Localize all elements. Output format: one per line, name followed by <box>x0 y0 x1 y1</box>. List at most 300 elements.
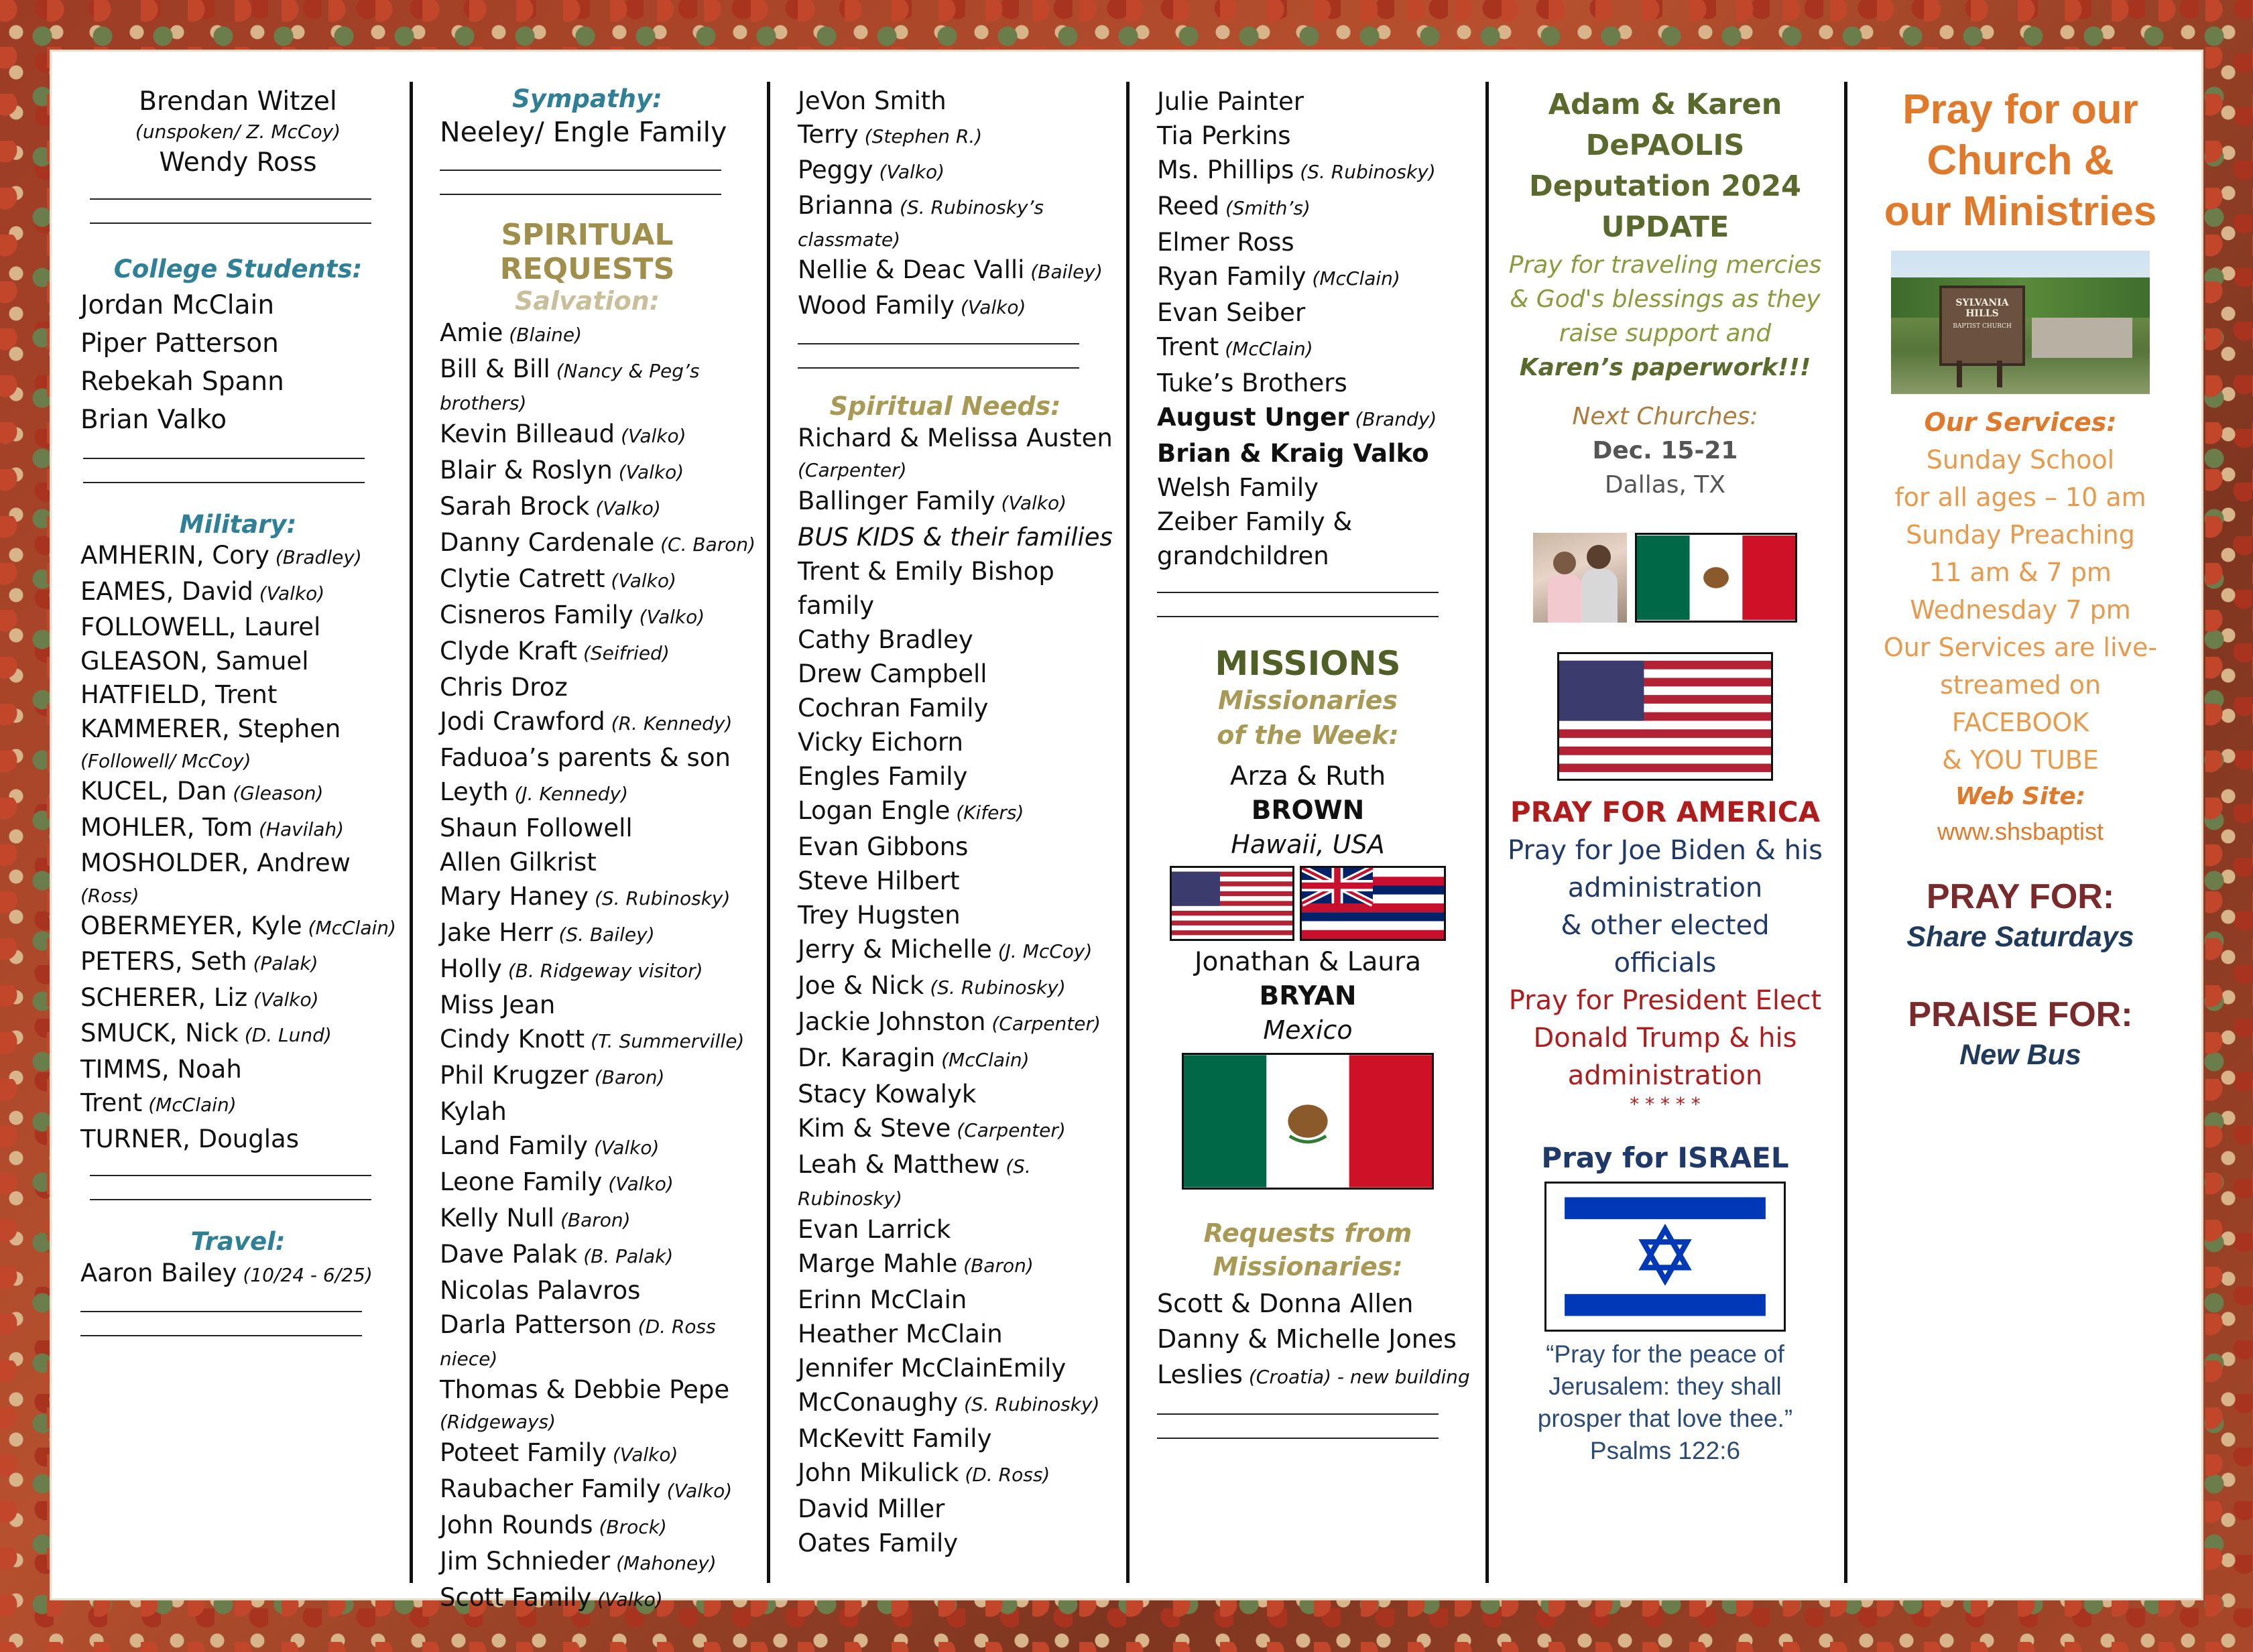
item-name: Evan Seiber <box>1157 298 1306 327</box>
list-item <box>440 1237 762 1273</box>
item-note: (Smith’s) <box>1219 197 1311 219</box>
list-item <box>1157 366 1479 400</box>
item-note: Rubinosky) <box>798 1188 902 1210</box>
item-note: (Valko) <box>591 1588 663 1610</box>
item-name: Scott Family <box>440 1583 592 1612</box>
column-2 <box>440 84 762 1612</box>
spiritual-requests-heading: SPIRITUAL REQUESTS <box>499 218 675 286</box>
list-item <box>80 881 395 909</box>
item-note: (Croatia) - new building <box>1242 1366 1470 1388</box>
list-item <box>80 909 395 946</box>
list-item <box>798 1041 1119 1077</box>
item-name: Julie Painter <box>1157 87 1304 116</box>
list-item <box>440 775 762 811</box>
list-item <box>440 704 762 741</box>
list-item <box>80 846 395 881</box>
church-sign-photo <box>1891 251 2150 394</box>
update-text: raise support and <box>1559 320 1772 347</box>
update-text: Pray for traveling mercies <box>1508 251 1822 279</box>
item-name: Drew Campbell <box>798 659 987 688</box>
item-note: (D. Ross <box>631 1316 716 1338</box>
item-name: Jim Schnieder <box>440 1547 611 1576</box>
list-item <box>80 611 395 645</box>
item-name: Jennifer McClainEmily <box>798 1354 1067 1383</box>
name-line: Wendy Ross <box>159 147 317 178</box>
item-note: (McClain) <box>142 1094 237 1116</box>
item-note: (S. <box>999 1155 1031 1178</box>
list-item <box>440 845 762 879</box>
list-item <box>798 1111 1119 1147</box>
item-name: Thomas & Debbie Pepe <box>440 1375 730 1404</box>
item-name: Leone Family <box>440 1167 603 1196</box>
item-name: Trey Hugsten <box>798 901 961 930</box>
list-item <box>80 575 395 611</box>
list-item <box>440 811 762 845</box>
list-item <box>1157 400 1479 436</box>
list-item <box>80 775 395 811</box>
list-item <box>798 225 1119 253</box>
list-item <box>440 525 762 562</box>
item-name: Allen Gilkrist <box>440 848 597 877</box>
missions-heading: MISSIONS <box>1215 644 1401 683</box>
item-name: OBERMEYER, Kyle <box>80 911 302 940</box>
item-name: John Mikulick <box>798 1458 959 1487</box>
item-name: TIMMS, Noah <box>80 1054 242 1084</box>
ministries-title: Church & <box>1927 137 2114 184</box>
item-note: (T. Summerville) <box>585 1030 745 1052</box>
missionary-surname: BROWN <box>1251 796 1365 826</box>
item-name: Rebekah Spann <box>80 367 284 397</box>
sign-text: BAPTIST CHURCH <box>1953 323 2012 330</box>
list-item <box>1157 436 1479 470</box>
missionaries-heading: Missionaries <box>1217 686 1398 715</box>
item-name: KAMMERER, Stephen <box>80 714 341 743</box>
list-item <box>1157 153 1479 189</box>
item-note: (Havilah) <box>253 818 345 840</box>
missions-section <box>1157 644 1459 1283</box>
item-name: Joe & Nick <box>798 971 924 1000</box>
list-item <box>440 1472 762 1508</box>
item-note: (B. Palak) <box>577 1245 674 1267</box>
item-note: (Valko) <box>253 582 325 605</box>
update-title: Adam & Karen <box>1548 88 1782 121</box>
item-name: Cisneros Family <box>440 600 633 629</box>
item-name: Tuke’s Brothers <box>1157 369 1347 397</box>
item-name: Brian Valko <box>80 405 227 435</box>
america-text: officials <box>1613 948 1717 978</box>
list-item <box>798 1212 1119 1247</box>
item-note: (D. Lund) <box>238 1024 332 1046</box>
item-note: (Ross) <box>80 884 139 907</box>
list-item <box>440 1344 762 1373</box>
column-5 <box>1498 84 1833 1586</box>
item-note: (Valko) <box>607 1444 678 1466</box>
item-note: (McClain) <box>1219 338 1313 360</box>
item-name: Leah & Matthew <box>798 1150 1000 1179</box>
item-name: Land Family <box>440 1131 589 1160</box>
missionary-place: Hawaii, USA <box>1231 830 1385 859</box>
list-item <box>798 153 1119 189</box>
list-item <box>80 945 395 981</box>
list-item <box>798 1247 1119 1283</box>
list-item <box>80 1123 395 1157</box>
column-divider <box>410 82 413 1583</box>
item-note: (McClain) <box>1306 267 1400 290</box>
item-name: Heather McClain <box>798 1320 1003 1348</box>
usa-flag-icon <box>1170 866 1294 941</box>
list-item <box>80 324 395 363</box>
services-heading: Our Services: <box>1924 407 2117 437</box>
item-name: Jodi Crawford <box>440 707 605 736</box>
list-item <box>440 670 762 704</box>
item-note: (Valko) <box>612 461 684 483</box>
list-item <box>440 915 762 952</box>
mexico-flag-icon <box>1635 533 1797 623</box>
item-note: (J. McCoy) <box>991 940 1093 962</box>
item-name: family <box>798 591 875 620</box>
item-name: SCHERER, Liz <box>80 982 248 1012</box>
pray-for-item: Share Saturdays <box>1906 921 2134 953</box>
list-item <box>798 1317 1119 1351</box>
item-name: Peggy <box>798 155 873 184</box>
spiritual-needs-list <box>798 421 1119 1560</box>
pray-for-america-heading: PRAY FOR AMERICA <box>1510 796 1821 828</box>
services-list <box>1860 441 2181 779</box>
item-note: (Valko) <box>873 161 945 183</box>
list-item <box>798 588 1119 623</box>
item-note: (Bailey) <box>1024 261 1103 283</box>
blank-line <box>798 367 1079 369</box>
blank-line <box>90 1199 371 1200</box>
item-note: (S. Rubinosky) <box>958 1393 1100 1415</box>
blank-line <box>83 482 365 483</box>
blank-line <box>440 194 721 195</box>
blank-line <box>1157 1438 1439 1439</box>
item-note: (Brandy) <box>1349 408 1437 430</box>
salvation-heading: Salvation: <box>515 286 660 316</box>
list-item <box>798 189 1119 225</box>
item-name: Miss Jean <box>440 991 556 1019</box>
list-item <box>798 725 1119 759</box>
item-name: August Unger <box>1157 403 1349 432</box>
column-divider <box>767 82 770 1583</box>
list-item <box>798 1421 1119 1456</box>
scripture-quote: prosper that love thee.” <box>1537 1405 1793 1432</box>
service-line: 11 am & 7 pm <box>1929 558 2112 587</box>
item-note: (Valko) <box>602 1173 674 1195</box>
list-item <box>440 113 762 151</box>
list-item <box>798 84 1119 118</box>
item-name: Cochran Family <box>798 694 989 722</box>
item-name: Ballinger Family <box>798 487 995 515</box>
missionary-requests-list <box>1157 1286 1479 1395</box>
list-item <box>440 1201 762 1237</box>
list-item <box>798 1456 1119 1492</box>
name-note: (unspoken/ Z. McCoy) <box>135 121 341 143</box>
list-item <box>798 1147 1119 1184</box>
list-item <box>440 1022 762 1058</box>
item-name: Jake Herr <box>440 918 553 947</box>
item-name: Trent <box>1157 332 1219 361</box>
update-title: DePAOLIS <box>1585 129 1745 162</box>
item-note: (Valko) <box>588 1137 660 1159</box>
item-name: Zeiber Family & <box>1157 507 1353 536</box>
item-name: Brian & Kraig Valko <box>1157 439 1429 468</box>
america-text: Donald Trump & his <box>1533 1023 1797 1054</box>
item-name: Ms. Phillips <box>1157 155 1294 184</box>
item-name: Blair & Roslyn <box>440 456 613 485</box>
list-item <box>798 421 1119 455</box>
item-name: MOHLER, Tom <box>80 812 253 842</box>
pray-for-israel-heading: Pray for ISRAEL <box>1541 1141 1789 1174</box>
item-note: (J. Kennedy) <box>508 783 629 805</box>
list-item <box>440 1165 762 1201</box>
item-name: KUCEL, Dan <box>80 777 227 806</box>
list-item <box>1157 1322 1479 1357</box>
service-line: Our Services are live- <box>1883 633 2158 662</box>
list-item <box>440 453 762 489</box>
list-item <box>80 1256 395 1292</box>
item-name: Danny Cardenale <box>440 528 655 557</box>
item-name: John Rounds <box>440 1511 593 1539</box>
mexico-flag-icon <box>1182 1053 1434 1190</box>
item-name: Cathy Bradley <box>798 625 973 654</box>
travel-list <box>80 1256 395 1292</box>
list-item <box>440 1129 762 1165</box>
requests-list <box>1157 84 1479 573</box>
item-note: (Stephen R.) <box>858 125 983 147</box>
website-link[interactable]: www.shsbaptist <box>1937 818 2104 845</box>
item-note: (Bradley) <box>269 546 362 568</box>
item-name: Faduoa’s parents & son <box>440 743 731 772</box>
list-item <box>440 1508 762 1544</box>
item-note: classmate) <box>798 229 901 251</box>
america-text: administration <box>1567 1060 1763 1091</box>
college-heading: College Students: <box>113 255 363 283</box>
list-item <box>440 489 762 525</box>
item-note: (D. Ross) <box>959 1464 1050 1486</box>
item-note: brothers) <box>440 392 527 414</box>
item-note: (Brock) <box>593 1516 667 1538</box>
item-name: Mary Haney <box>440 882 589 911</box>
item-name: Oates Family <box>798 1529 959 1558</box>
item-note: (Valko) <box>633 606 705 628</box>
service-line: & YOU TUBE <box>1942 745 2099 775</box>
item-name: Jerry & Michelle <box>798 935 992 964</box>
list-item <box>440 1580 762 1616</box>
item-note: (Carpenter) <box>798 459 907 481</box>
list-item <box>440 988 762 1022</box>
family-photo <box>1533 533 1627 623</box>
sympathy-list <box>440 113 762 151</box>
item-note: (Carpenter) <box>985 1013 1101 1035</box>
list-item <box>1157 119 1479 153</box>
update-text: Karen’s paperwork!!! <box>1519 354 1811 381</box>
list-item <box>80 981 395 1017</box>
college-list <box>80 286 395 439</box>
list-item <box>80 811 395 847</box>
depaolis-update <box>1498 84 1833 1467</box>
item-name: Sarah Brock <box>440 492 590 521</box>
column-divider <box>1126 82 1130 1583</box>
item-note: (Valko) <box>247 988 319 1011</box>
item-name: Raubacher Family <box>440 1474 661 1503</box>
missionary-surname: BRYAN <box>1259 981 1357 1011</box>
item-name: Vicky Eichorn <box>798 728 963 757</box>
list-item <box>798 455 1119 484</box>
america-text: Pray for President Elect <box>1508 985 1822 1016</box>
blank-line <box>80 1335 362 1336</box>
list-item <box>440 1436 762 1472</box>
item-name: Jordan McClain <box>80 290 275 320</box>
list-item <box>80 645 395 679</box>
praise-for-item: New Bus <box>1959 1039 2081 1071</box>
item-name: Kylah <box>440 1097 507 1126</box>
service-line: Wednesday 7 pm <box>1910 595 2131 625</box>
list-item <box>798 484 1119 520</box>
item-name: Kelly Null <box>440 1204 555 1232</box>
item-name: Phil Krugzer <box>440 1061 589 1090</box>
item-name: McConaughy <box>798 1388 959 1417</box>
item-name: HATFIELD, Trent <box>80 680 278 709</box>
sympathy-heading: Sympathy: <box>512 84 662 113</box>
update-title: Deputation 2024 <box>1529 170 1801 203</box>
item-note: (Ridgeways) <box>440 1411 556 1433</box>
family-photo-row <box>1498 533 1833 623</box>
list-item <box>440 741 762 775</box>
item-name: FOLLOWELL, Laurel <box>80 613 321 641</box>
column-3 <box>798 84 1119 1586</box>
list-item <box>798 759 1119 793</box>
item-name: Jackie Johnston <box>798 1007 986 1036</box>
list-item <box>80 401 395 439</box>
item-name: Marge Mahle <box>798 1249 958 1278</box>
item-name: Elmer Ross <box>1157 228 1294 257</box>
blank-line <box>90 198 371 200</box>
item-note: (Mahoney) <box>610 1552 717 1574</box>
item-note: (S. Rubinosky) <box>924 976 1066 999</box>
item-name: Cindy Knott <box>440 1025 585 1054</box>
item-note: (Valko) <box>955 296 1026 318</box>
item-name: Nellie & Deac Valli <box>798 255 1025 284</box>
item-note: (C. Baron) <box>654 533 756 556</box>
divider-stars: * * * * * <box>1630 1093 1701 1115</box>
list-item <box>80 712 395 747</box>
list-item <box>798 554 1119 588</box>
blank-line <box>83 458 365 459</box>
item-name: Aaron Bailey <box>80 1259 237 1287</box>
item-note: (Nancy & Peg’s <box>550 360 700 382</box>
list-item <box>798 830 1119 864</box>
item-name: Trent <box>80 1088 143 1117</box>
list-item <box>440 388 762 417</box>
spiritual-needs-heading: Spiritual Needs: <box>829 391 1061 421</box>
item-name: Neeley/ Engle Family <box>440 116 727 148</box>
item-name: Richard & Melissa Austen <box>798 424 1113 452</box>
service-line: streamed on <box>1939 670 2102 700</box>
list-item <box>1157 470 1479 505</box>
top-names <box>80 84 395 180</box>
item-note: (Valko) <box>605 570 676 592</box>
list-item <box>440 417 762 453</box>
list-item <box>798 1385 1119 1421</box>
item-note: niece) <box>440 1348 498 1370</box>
list-item <box>440 1407 762 1436</box>
list-item <box>798 932 1119 968</box>
item-name: Erinn McClain <box>798 1285 967 1314</box>
list-item <box>798 1283 1119 1317</box>
column-divider <box>1844 82 1847 1583</box>
list-item <box>1157 84 1479 119</box>
list-item <box>798 657 1119 691</box>
sign-text: SYLVANIA <box>1955 298 2009 308</box>
blank-line <box>90 1175 371 1176</box>
item-name: GLEASON, Samuel <box>80 646 309 676</box>
list-item <box>798 623 1119 657</box>
list-item <box>1157 225 1479 259</box>
military-heading: Military: <box>179 510 297 539</box>
name-line: Brendan Witzel <box>139 86 337 117</box>
church-ministries <box>1860 84 2181 1074</box>
list-item <box>440 1308 762 1344</box>
item-note: (Kifers) <box>950 802 1024 824</box>
update-title: UPDATE <box>1601 210 1729 244</box>
list-item <box>798 1526 1119 1560</box>
list-item <box>80 678 395 712</box>
list-item <box>440 316 762 352</box>
sign-text: HILLS <box>1965 308 1999 319</box>
column-4 <box>1157 84 1479 1586</box>
scripture-quote: Jerusalem: they shall <box>1548 1373 1782 1400</box>
list-item <box>798 898 1119 932</box>
list-item <box>440 634 762 670</box>
item-name: EAMES, David <box>80 576 253 606</box>
item-note: (Valko) <box>589 497 661 519</box>
service-line: Sunday Preaching <box>1906 520 2135 550</box>
america-text: Pray for Joe Biden & his <box>1508 835 1823 866</box>
list-item <box>440 879 762 915</box>
next-dates: Dec. 15-21 <box>1592 437 1738 464</box>
item-name: Chris Droz <box>440 673 568 702</box>
list-item <box>1157 1357 1479 1395</box>
item-name: TURNER, Douglas <box>80 1124 299 1153</box>
list-item <box>440 352 762 388</box>
pray-for-heading: PRAY FOR: <box>1926 877 2115 916</box>
flag-row <box>1157 866 1459 941</box>
missionaries-heading: of the Week: <box>1217 720 1399 750</box>
item-name: Wood Family <box>798 291 955 320</box>
item-name: Clyde Kraft <box>440 637 578 665</box>
military-list <box>80 539 395 1156</box>
list-item <box>80 1053 395 1087</box>
item-name: Dave Palak <box>440 1240 578 1269</box>
item-name: SMUCK, Nick <box>80 1019 239 1047</box>
item-note: (S. Bailey) <box>552 924 655 946</box>
item-name: Reed <box>1157 192 1220 220</box>
requests-heading: Missionaries: <box>1213 1252 1403 1281</box>
item-name: Stacy Kowalyk <box>798 1080 977 1108</box>
list-item <box>1157 296 1479 330</box>
item-name: Bill & Bill <box>440 355 550 383</box>
list-item <box>80 286 395 324</box>
blank-line <box>1157 592 1439 593</box>
item-name: Leyth <box>440 777 509 806</box>
salvation-list <box>440 316 762 1616</box>
item-note: (Palak) <box>247 952 318 974</box>
item-note: (B. Ridgeway visitor) <box>501 960 703 982</box>
list-item <box>80 1017 395 1053</box>
item-name: Engles Family <box>798 762 968 791</box>
